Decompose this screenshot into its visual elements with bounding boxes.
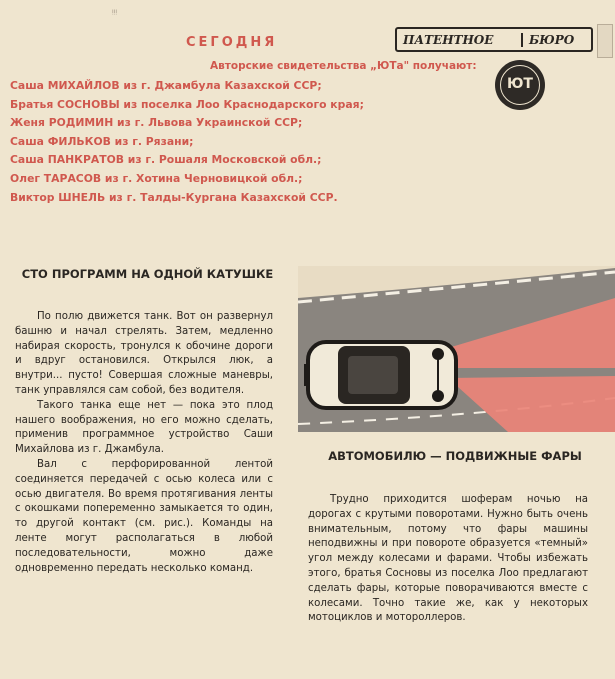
patent-bureau-banner — [395, 27, 593, 52]
recipient-item: Саша МИХАЙЛОВ из г. Джамбула Казахской ССР; — [10, 79, 322, 92]
page-mark: ᴉᴉᴉ — [112, 8, 118, 15]
recipient-item: Братья СОСНОВЫ из поселка Лоо Краснодарского края; — [10, 97, 364, 111]
bureau-word-bureau: БЮРО — [529, 33, 575, 47]
yut-emblem-icon — [495, 60, 545, 110]
article2-paragraph: Трудно приходится шоферам ночью на дорогах с крутыми поворотами. Нужно быть очень внимательным, потому что фары машины неподвижны и при повороте образуется «темный» угол между колесами и фарами. Чтобы избежать этого, братья Сосновы из поселка Лоо предлагают сделать фары, которые поворачиваются вместе с колесами. Точно такие же, как у некоторых мотоциклов и мотороллеров. — [308, 494, 588, 624]
page-edge-tab — [597, 24, 613, 58]
recipient-item: Виктор ШНЕЛЬ из г. Талды-Кургана Казахской ССР. — [10, 190, 338, 204]
article1-title: СТО ПРОГРАММ НА ОДНОЙ КАТУШКЕ — [21, 267, 274, 281]
article1-paragraph: Вал с перфорированной лентой соединяется передачей с осью колеса или с осью двигателя. Во время протягивания ленты с окошками попеременно замыкается то один, то другой контакт (см. рис.). Команды на ленте могут располагаться в любой последовательности, можно даже одновременно передать несколько команд. — [15, 458, 273, 574]
recipient-item: Женя РОДИМИН из г. Львова Украинской ССР; — [10, 116, 303, 130]
article2-title: АВТОМОБИЛЮ — ПОДВИЖНЫЕ ФАРЫ — [328, 449, 582, 463]
car-headlights-illustration — [298, 266, 615, 432]
recipient-item: Саша ПАНКРАТОВ из г. Рошаля Московской обл.; — [10, 153, 322, 167]
recipients-list — [10, 77, 364, 207]
recipient-item: Саша ФИЛЬКОВ из г. Рязани; — [10, 134, 194, 148]
section-heading-today: СЕГОДНЯ — [186, 35, 278, 50]
article1-paragraph: По полю движется танк. Вот он развернул башню и начал стрелять. Затем, медленно набирая скорость, тронулся к обочине дороги и вдруг остановился. Открылся люк, а внутри... пусто! Совершая сложные маневры, танк управлялся сам собой, без водителя. — [15, 311, 273, 396]
emblem-text: ЮТ — [507, 76, 533, 92]
recipient-item: Олег ТАРАСОВ из г. Хотина Черновицкой обл.; — [10, 171, 303, 185]
bureau-divider — [521, 33, 523, 47]
awards-intro: Авторские свидетельства „ЮТа" получают: — [210, 60, 477, 72]
article1-body — [15, 310, 273, 576]
car-top-view — [304, 342, 456, 408]
article2-body — [308, 493, 588, 626]
article1-paragraph: Такого танка еще нет — пока это плод нашего воображения, но его можно сделать, применив программное устройство Саши Михайлова из г. Джамбула. — [15, 399, 273, 456]
bureau-word-patent: ПАТЕНТНОЕ — [403, 33, 494, 47]
